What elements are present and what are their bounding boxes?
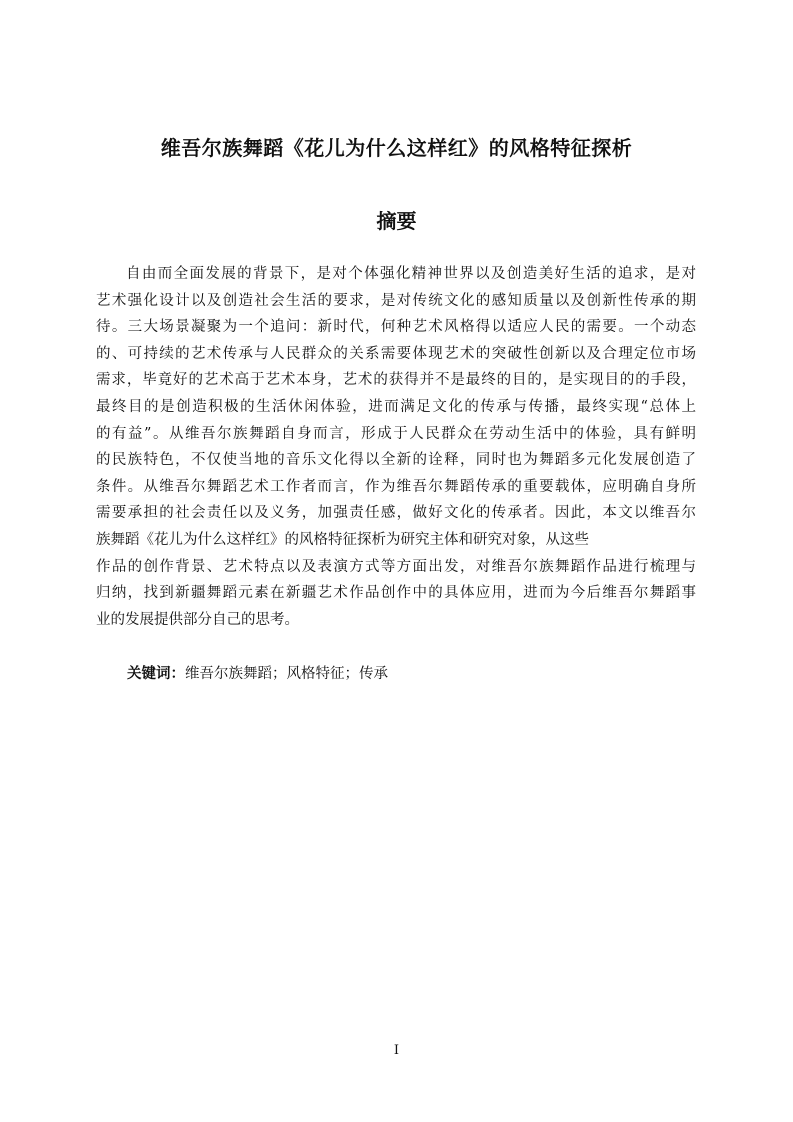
abstract-body xyxy=(96,261,696,633)
abstract-heading: 摘要 xyxy=(376,209,417,233)
abstract-line: 待。三大场景凝聚为一个追问：新时代，何种艺术风格得以适应人民的需要。一个动态 xyxy=(96,319,696,336)
abstract-line: 条件。从维吾尔舞蹈艺术工作者而言，作为维吾尔舞蹈传承的重要载体，应明确自身所 xyxy=(96,478,696,495)
keywords-label: 关键词： xyxy=(127,666,185,682)
abstract-line: 的、可持续的艺术传承与人民群众的关系需要体现艺术的突破性创新以及合理定位市场 xyxy=(96,345,696,362)
abstract-line: 归纳，找到新疆舞蹈元素在新疆艺术作品创作中的具体应用，进而为今后维吾尔舞蹈事 xyxy=(96,585,696,602)
abstract-line: 的民族特色，不仅使当地的音乐文化得以全新的诠释，同时也为舞蹈多元化发展创造了 xyxy=(96,452,696,469)
keywords xyxy=(127,662,687,686)
abstract-line: 需求，毕竟好的艺术高于艺术本身，艺术的获得并不是最终的目的，是实现目的的手段， xyxy=(96,372,696,389)
abstract-line: 的有益”。从维吾尔族舞蹈自身而言，形成于人民群众在劳动生活中的体验，具有鲜明 xyxy=(96,425,696,442)
abstract-line: 需要承担的社会责任以及义务，加强责任感，做好文化的传承者。因此，本文以维吾尔 xyxy=(96,505,696,522)
abstract-line: 族舞蹈《花儿为什么这样红》的风格特征探析为研究主体和研究对象，从这些 xyxy=(96,531,589,548)
document-title: 维吾尔族舞蹈《花儿为什么这样红》的风格特征探析 xyxy=(160,136,633,160)
abstract-line: 业的发展提供部分自己的思考。 xyxy=(96,611,299,628)
abstract-line: 自由而全面发展的背景下，是对个体强化精神世界以及创造美好生活的追求，是对 xyxy=(126,266,696,282)
abstract-line: 艺术强化设计以及创造社会生活的要求，是对传统文化的感知质量以及创新性传承的期 xyxy=(96,292,696,309)
page-number: I xyxy=(393,1043,400,1058)
keywords-value: 维吾尔族舞蹈；风格特征；传承 xyxy=(185,666,388,682)
abstract-line: 最终目的是创造积极的生活休闲体验，进而满足文化的传承与传播，最终实现“总体上 xyxy=(96,398,696,415)
abstract-line: 作品的创作背景、艺术特点以及表演方式等方面出发，对维吾尔族舞蹈作品进行梳理与 xyxy=(96,558,696,575)
